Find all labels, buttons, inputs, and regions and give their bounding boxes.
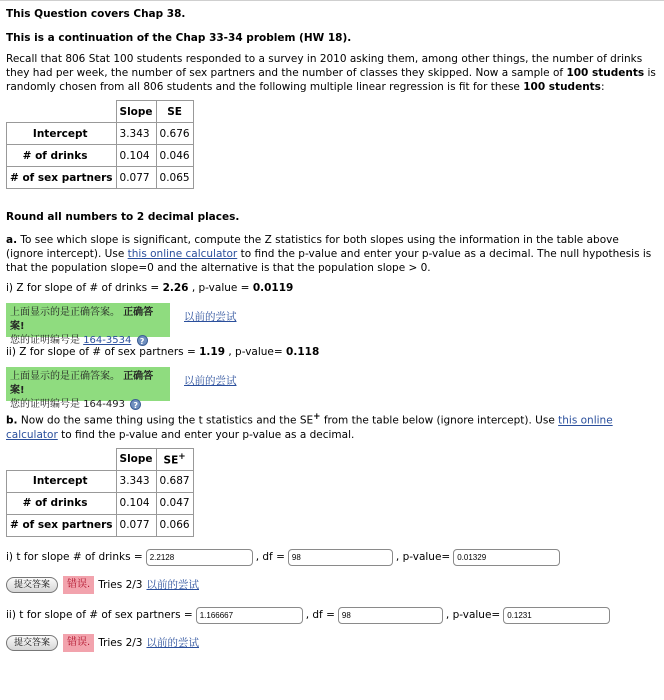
q1-feedback-row (6, 303, 658, 346)
regression-table-1 (6, 100, 194, 189)
q1-z-value: 2.26 (162, 282, 189, 294)
q2-p-value: 0.118 (286, 346, 320, 358)
q1-prefix: i) Z for slope of # of drinks = (6, 282, 163, 294)
question-content (0, 1, 664, 652)
part-b-text-2: from the table below (ignore intercept). Use (320, 414, 559, 427)
qb2-submit-row (6, 634, 658, 652)
qb1-submit-button[interactable]: 提交答案 (6, 577, 58, 593)
table2-slope: 0.077 (116, 514, 156, 536)
table1-header-se: SE (156, 101, 193, 123)
intro-bold-1: 100 students (566, 67, 645, 79)
intro-paragraph (6, 52, 658, 94)
qb1-df-input[interactable]: 98 (288, 549, 393, 566)
q2-mid: , p-value= (225, 346, 287, 358)
part-b-text-1: Now do the same thing using the t statistics and the SE (17, 414, 314, 427)
qb1-answer-line (6, 549, 658, 566)
part-a-label: a. (6, 234, 18, 246)
q1-receipt-link[interactable]: 164-3534 (83, 335, 132, 346)
table1-se: 0.046 (156, 145, 193, 167)
part-a-q2 (6, 345, 658, 359)
intro-bold-2: 100 students (523, 81, 601, 93)
table2-se: 0.687 (156, 470, 193, 492)
table2-header-sup: + (178, 452, 186, 463)
q1-feedback-ok: 正确答案! (10, 307, 154, 332)
table-row (7, 514, 194, 536)
table2-row-label: # of sex partners (7, 514, 117, 536)
q2-prefix: ii) Z for slope of # of sex partners = (6, 346, 200, 358)
table-row (7, 123, 194, 145)
qb2-answer-line (6, 607, 658, 624)
table1-corner (7, 101, 117, 123)
qb2-p-input[interactable]: 0.1231 (503, 607, 610, 624)
q2-feedback-row (6, 367, 658, 410)
continuation-note: This is a continuation of the Chap 33-34 problem (HW 18). (6, 32, 352, 44)
table2-se: 0.066 (156, 514, 193, 536)
chapter-note: This Question covers Chap 38. (6, 8, 186, 20)
table1-slope: 3.343 (116, 123, 156, 145)
q1-previous-attempts-link[interactable]: 以前的尝试 (184, 311, 237, 323)
qb2-submit-button[interactable]: 提交答案 (6, 635, 58, 651)
table-row (7, 145, 194, 167)
qb1-wrong-badge: 错误. (63, 576, 94, 594)
part-a-q1 (6, 281, 658, 295)
table2-slope: 3.343 (116, 470, 156, 492)
table2-header-se (156, 448, 193, 470)
part-a-text-1: To see which slope is significant, compute the Z statistics for both slopes using the information in the table above (ignore intercept). Use (6, 234, 619, 260)
qb1-previous-attempts-link[interactable]: 以前的尝试 (146, 578, 199, 591)
q1-mid: , p-value = (188, 282, 253, 294)
intro-text-3: : (600, 81, 605, 93)
table1-slope: 0.077 (116, 167, 156, 189)
qb1-submit-row (6, 576, 658, 594)
q1-p-value: 0.0119 (252, 282, 294, 294)
table2-row-label: # of drinks (7, 492, 117, 514)
qb2-wrong-badge: 错误. (63, 634, 94, 652)
part-b-text-3: to find the p-value and enter your p-value as a decimal. (57, 428, 355, 441)
part-a-instructions (6, 233, 658, 275)
table2-header-se-text: SE (163, 454, 179, 467)
intro-text-2: is randomly chosen from all 806 students and the following multiple linear regression is fit for these (6, 67, 656, 93)
qb1-tries: Tries 2/3 (98, 578, 143, 591)
table2-header-slope: Slope (116, 448, 156, 470)
qb1-t-input[interactable]: 2.2128 (146, 549, 253, 566)
q2-correct-box (6, 367, 170, 410)
qb2-df-input[interactable]: 98 (338, 607, 443, 624)
table2-se: 0.047 (156, 492, 193, 514)
qb2-previous-attempts-link[interactable]: 以前的尝试 (146, 636, 199, 649)
table-row (7, 492, 194, 514)
q2-feedback-text: 上面显示的是正确答案。 (10, 371, 120, 382)
qb2-prefix: ii) t for slope of # of sex partners = (6, 609, 193, 621)
qb2-p-label: , p-value= (445, 609, 501, 621)
qb2-tries: Tries 2/3 (98, 636, 143, 649)
qb1-prefix: i) t for slope # of drinks = (6, 551, 143, 563)
q1-correct-box (6, 303, 170, 346)
rounding-instruction: Round all numbers to 2 decimal places. (6, 211, 240, 223)
table2-row-label: Intercept (7, 470, 117, 492)
online-calculator-link-b[interactable]: this online calculator (6, 414, 613, 441)
table2-corner (7, 448, 117, 470)
qb1-p-input[interactable]: 0.01329 (453, 549, 560, 566)
qb2-t-input[interactable]: 1.166667 (196, 607, 303, 624)
qb2-df-label: , df = (305, 609, 335, 621)
part-b-instructions (6, 410, 658, 442)
table1-row-label: # of sex partners (7, 167, 117, 189)
q2-receipt: 164-493 (83, 399, 125, 410)
q2-previous-attempts-link[interactable]: 以前的尝试 (184, 375, 237, 387)
table1-header-slope: Slope (116, 101, 156, 123)
table1-slope: 0.104 (116, 145, 156, 167)
table1-se: 0.065 (156, 167, 193, 189)
table-row (7, 470, 194, 492)
table1-row-label: # of drinks (7, 145, 117, 167)
intro-text-1: Recall that 806 Stat 100 students responded to a survey in 2010 asking them, among other things, the number of drinks they had per week, the number of sex partners and the number of classes they skipped. Now a sample of (6, 53, 643, 79)
qb1-df-label: , df = (255, 551, 285, 563)
table1-se: 0.676 (156, 123, 193, 145)
q2-receipt-label: 您的证明编号是 (10, 399, 84, 410)
q2-z-value: 1.19 (199, 346, 226, 358)
q1-receipt-label: 您的证明编号是 (10, 335, 84, 346)
table2-slope: 0.104 (116, 492, 156, 514)
help-icon[interactable]: ? (130, 399, 141, 410)
online-calculator-link[interactable]: this online calculator (127, 248, 238, 260)
part-b-sup: + (313, 412, 321, 422)
q1-feedback-text: 上面显示的是正确答案。 (10, 307, 120, 318)
qb1-p-label: , p-value= (395, 551, 451, 563)
table-row (7, 167, 194, 189)
part-a-text-2: to find the p-value and enter your p-value as a decimal. The null hypothesis is that the population slope=0 and the alternative is that the population slope > 0. (6, 248, 652, 274)
part-b-label: b. (6, 414, 18, 427)
regression-table-2 (6, 448, 194, 537)
q2-feedback-ok: 正确答案! (10, 371, 154, 396)
help-icon[interactable]: ? (137, 335, 148, 346)
table1-row-label: Intercept (7, 123, 117, 145)
